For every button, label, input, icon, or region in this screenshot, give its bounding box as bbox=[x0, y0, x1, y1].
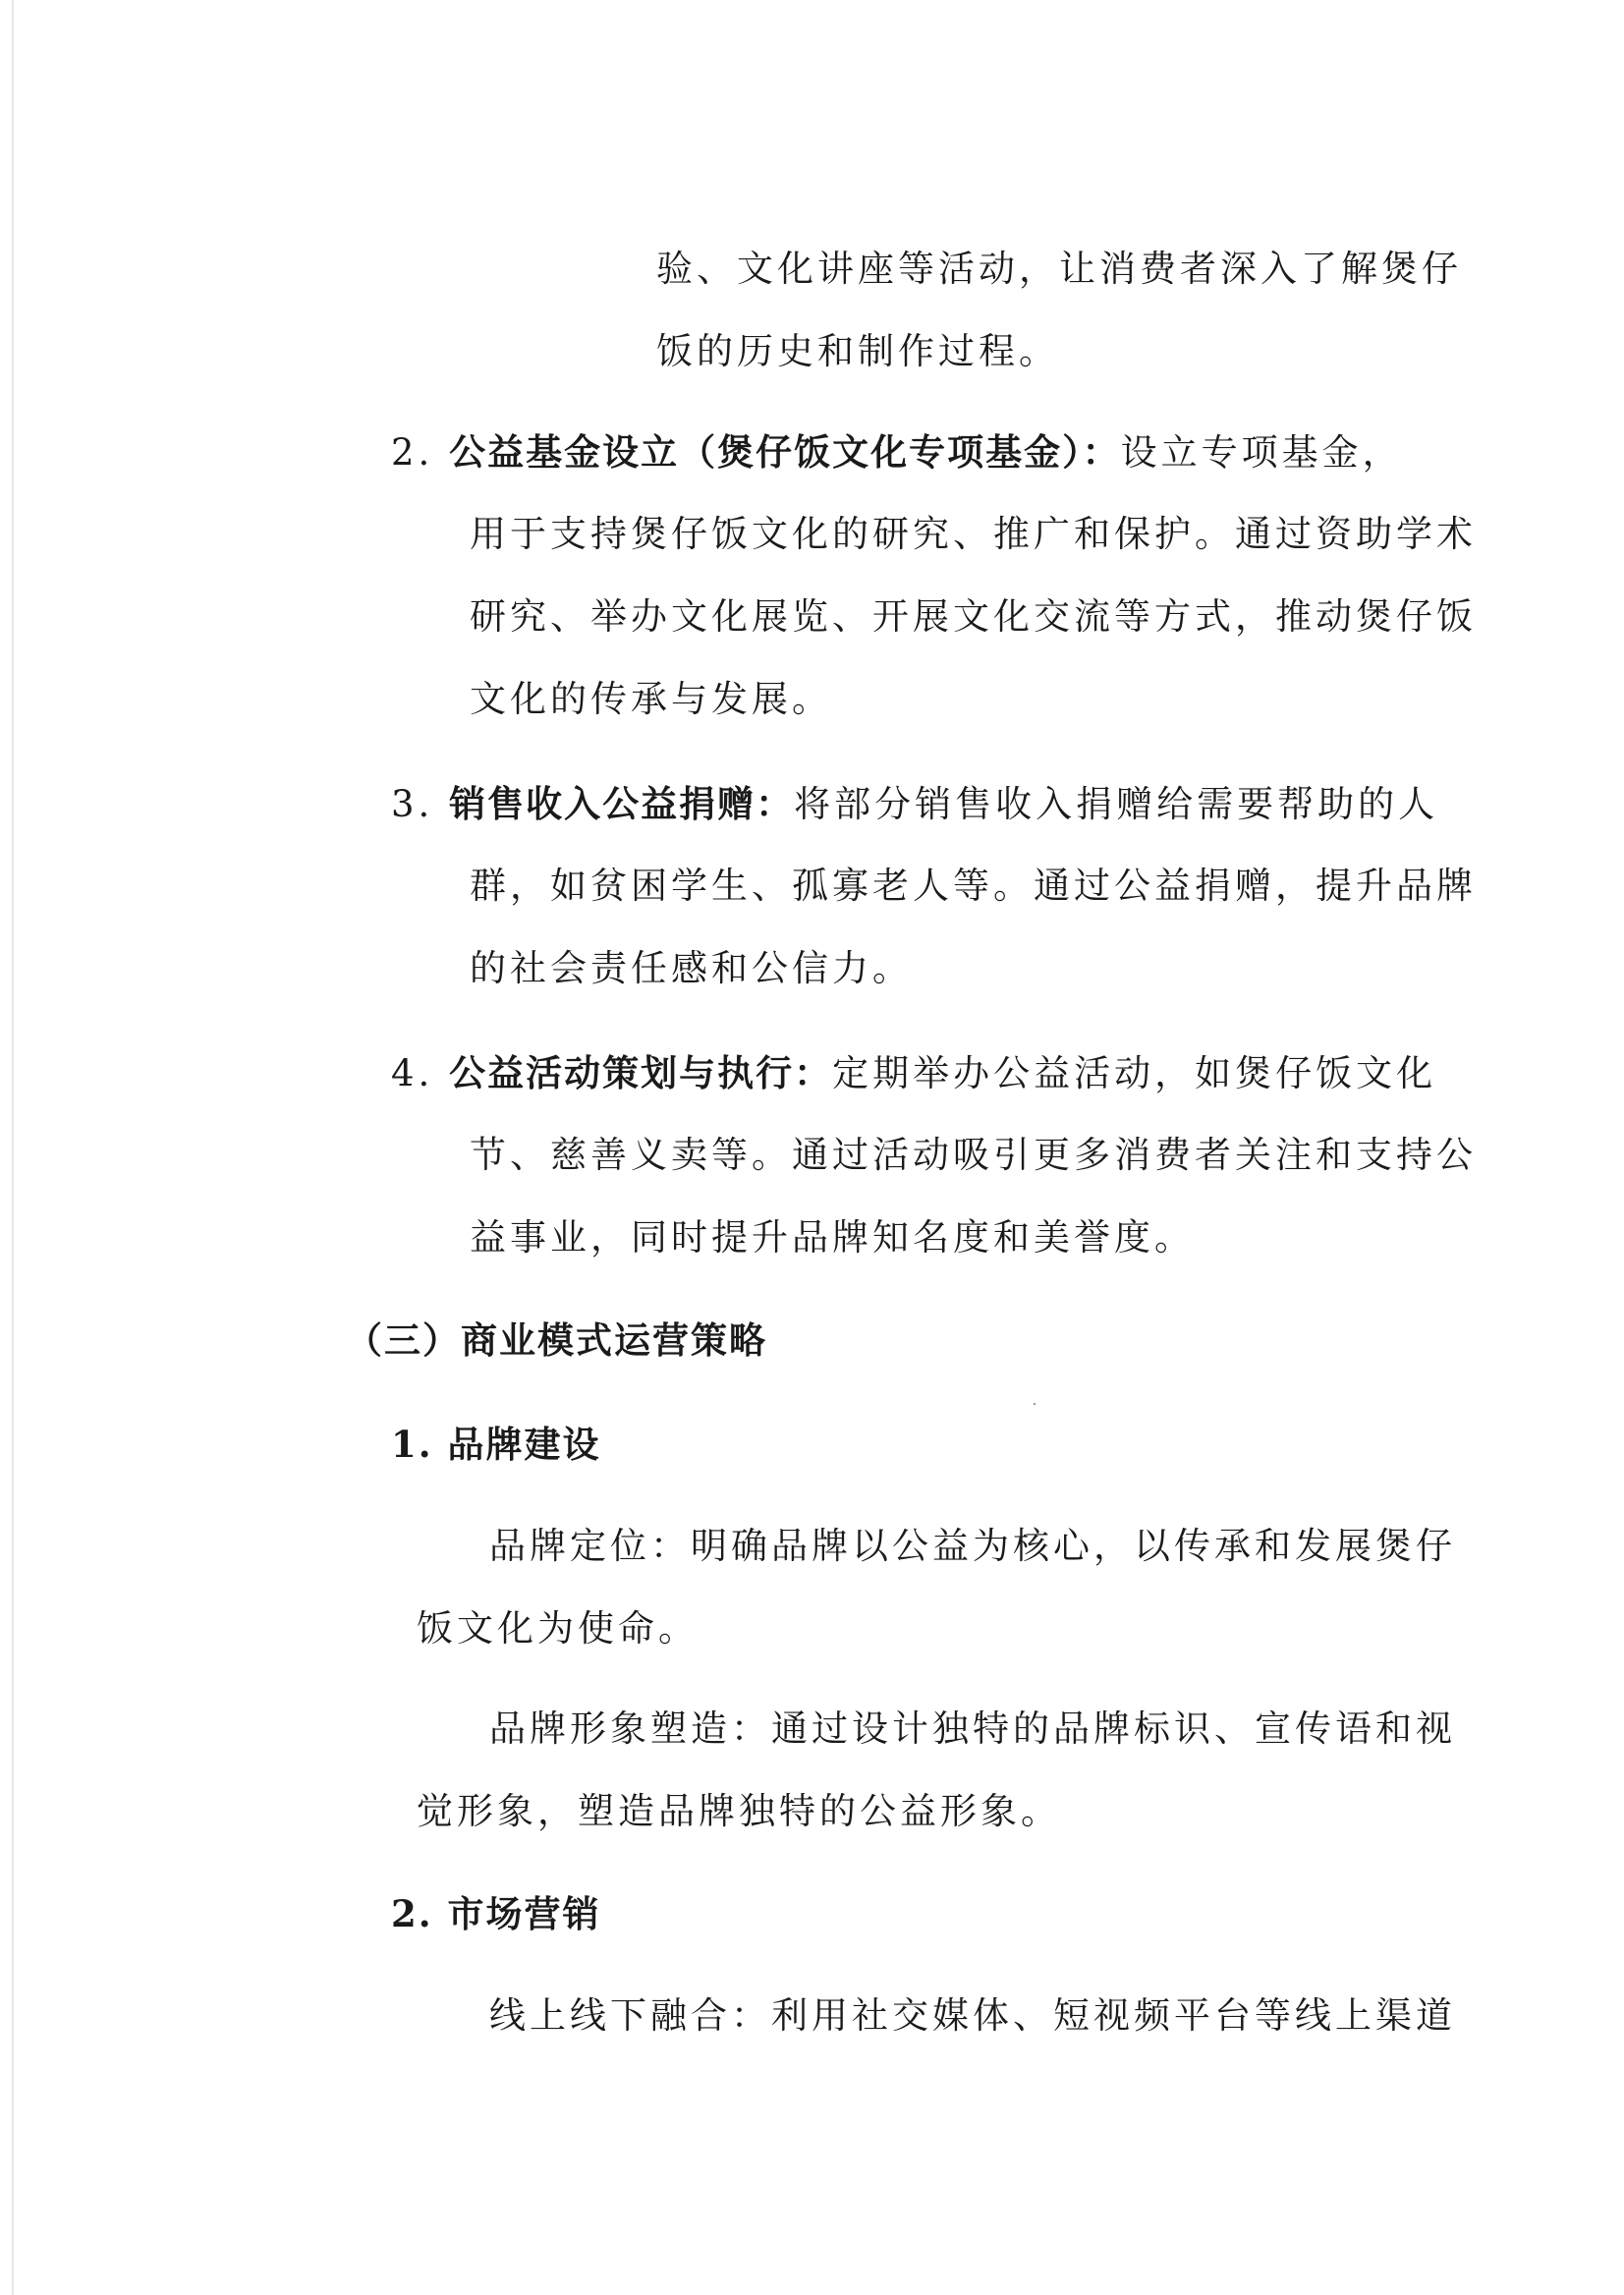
list-item-3-title: 销售收入公益捐赠： bbox=[449, 782, 795, 825]
list-item-3-line-3: 的社会责任感和公信力。 bbox=[470, 947, 913, 989]
continuation-line-1: 验、文化讲座等活动，让消费者深入了解煲仔 bbox=[656, 248, 1462, 290]
scan-speck bbox=[1034, 1403, 1036, 1405]
subsection-2-heading: 2. 市场营销 bbox=[391, 1892, 601, 1935]
brand-image-line-2: 觉形象，塑造品牌独特的公益形象。 bbox=[417, 1790, 1061, 1832]
brand-image-line-1: 品牌形象塑造：通过设计独特的品牌标识、宣传语和视 bbox=[489, 1707, 1456, 1750]
list-item-3-first-line bbox=[391, 782, 1438, 826]
list-item-2-text: 设立专项基金， bbox=[1120, 431, 1403, 474]
section-heading: （三）商业模式运营策略 bbox=[346, 1318, 767, 1362]
continuation-line-2: 饭的历史和制作过程。 bbox=[656, 330, 1059, 372]
marketing-line-1: 线上线下融合：利用社交媒体、短视频平台等线上渠道 bbox=[489, 1994, 1456, 2037]
list-item-2-number: 2. bbox=[391, 431, 434, 474]
list-item-2-line-2: 用于支持煲仔饭文化的研究、推广和保护。通过资助学术 bbox=[470, 513, 1477, 555]
list-item-4-line-2: 节、慈善义卖等。通过活动吸引更多消费者关注和支持公 bbox=[470, 1134, 1477, 1176]
subsection-1-heading: 1. 品牌建设 bbox=[391, 1423, 601, 1466]
brand-positioning-line-1: 品牌定位：明确品牌以公益为核心，以传承和发展煲仔 bbox=[489, 1525, 1456, 1567]
list-item-4-title: 公益活动策划与执行： bbox=[449, 1051, 833, 1094]
list-item-4-number: 4. bbox=[391, 1052, 434, 1094]
scan-edge-line bbox=[12, 0, 14, 2295]
list-item-3-line-2: 群，如贫困学生、孤寡老人等。通过公益捐赠，提升品牌 bbox=[470, 865, 1477, 907]
list-item-2-line-3: 研究、举办文化展览、开展文化交流等方式，推动煲仔饭 bbox=[470, 595, 1477, 638]
list-item-2-first-line bbox=[391, 430, 1403, 475]
list-item-3-number: 3. bbox=[391, 783, 434, 825]
list-item-4-first-line bbox=[391, 1051, 1436, 1095]
list-item-3-text: 将部分销售收入捐赠给需要帮助的人 bbox=[794, 783, 1439, 825]
list-item-4-line-3: 益事业，同时提升品牌知名度和美誉度。 bbox=[470, 1216, 1195, 1259]
list-item-2-title: 公益基金设立（煲仔饭文化专项基金）： bbox=[449, 430, 1121, 474]
list-item-2-line-4: 文化的传承与发展。 bbox=[470, 678, 832, 720]
list-item-4-text: 定期举办公益活动，如煲仔饭文化 bbox=[832, 1052, 1437, 1094]
brand-positioning-line-2: 饭文化为使命。 bbox=[417, 1607, 699, 1650]
